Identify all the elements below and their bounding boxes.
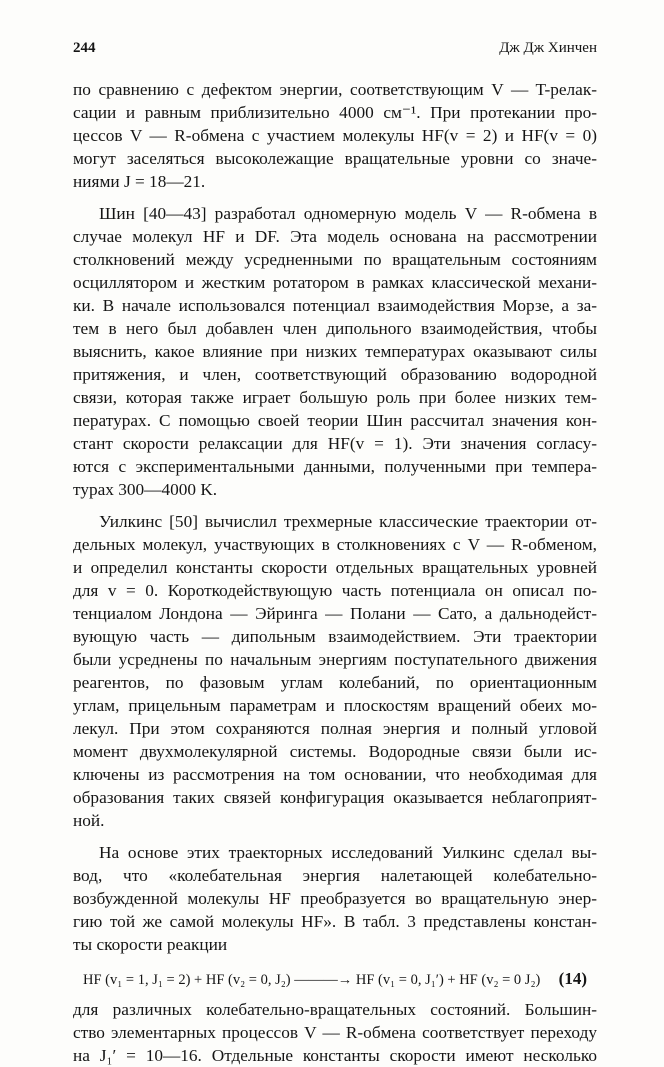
text-line: могут заселяться высоколежащие вращательные уровни со значе- bbox=[73, 149, 597, 168]
text-line: для v = 0. Короткодействующую часть потенциала он описал по- bbox=[73, 581, 597, 600]
text-line: сации и равным приблизительно 4000 см⁻¹. При протекании про- bbox=[73, 103, 597, 122]
text-line: притяжения, и член, соответствующий образованию водородной bbox=[73, 365, 597, 384]
text-line: углам, прицельным параметрам и плоскостям вращений обеих мо- bbox=[73, 696, 597, 715]
text-line: тенциалом Лондона — Эйринга — Полани — Сато, а дальнодейст- bbox=[73, 604, 597, 623]
text-line: турах 300—4000 K. bbox=[73, 480, 218, 499]
paragraph bbox=[73, 78, 597, 193]
text-line: Уилкинс [50] вычислил трехмерные классические траектории от- bbox=[99, 512, 597, 531]
text-line: по сравнению с дефектом энергии, соответствующим V — T-релак- bbox=[73, 80, 597, 99]
text-line: лекул. При этом сохраняются полная энергия и полный угловой bbox=[73, 719, 597, 738]
text-line: На основе этих траекторных исследований Уилкинс сделал вы- bbox=[99, 843, 597, 862]
page-header bbox=[73, 40, 597, 62]
text-line: осциллятором и жестким ротатором в рамках классической механи- bbox=[73, 273, 597, 292]
text-line: момент двухмолекулярной системы. Водородные связи были ис- bbox=[73, 742, 597, 761]
text-line: ключены из рассмотрения на том основании, что необходимая для bbox=[73, 765, 597, 784]
text-line: столкновений между усредненными по вращательным состояниям bbox=[73, 250, 597, 269]
text-line: ной. bbox=[73, 811, 105, 830]
text-line: вующую часть — дипольным взаимодействием. Эти траектории bbox=[73, 627, 597, 646]
text-line: и определил константы скорости отдельных вращательных уровней bbox=[73, 558, 597, 577]
page-number: 244 bbox=[73, 40, 96, 56]
text-line: образования таких связей конфигурация оказывается неблагоприят- bbox=[73, 788, 597, 807]
text-line: гию той же самой молекулы HF». В табл. 3 представлены констан- bbox=[73, 912, 597, 931]
text-line: связи, которая также играет большую роль при более низких тем- bbox=[73, 388, 597, 407]
text-line: реагентов, по фазовым углам колебаний, по ориентационным bbox=[73, 673, 597, 692]
paragraph bbox=[73, 510, 597, 832]
text-line: для различных колебательно-вращательных состояний. Большин- bbox=[73, 1000, 597, 1019]
text-line: дельных молекул, участвующих в столкновениях с V — R-обменом, bbox=[73, 535, 597, 554]
paragraph bbox=[73, 998, 597, 1067]
equation-formula: HF (v₁ = 1, J₁ = 2) + HF (v₂ = 0, J₂) ———→ HF (v₁ = 0, J₁′) + HF (v₂ = 0 J₂) bbox=[83, 972, 541, 988]
text-line: тем в него был добавлен член дипольного взаимодействия, чтобы bbox=[73, 319, 597, 338]
text-line: ки. В начале использовался потенциал взаимодействия Морзе, а за- bbox=[73, 296, 597, 315]
text-line: вод, что «колебательная энергия налетающей колебательно- bbox=[73, 866, 597, 885]
text-line: пературах. С помощью своей теории Шин рассчитал значения кон- bbox=[73, 411, 597, 430]
text-line: были усреднены по начальным энергиям поступательного движения bbox=[73, 650, 597, 669]
equation bbox=[73, 962, 597, 996]
running-title: Дж Дж Хинчен bbox=[499, 40, 597, 56]
page-body bbox=[73, 78, 597, 1067]
text-line: Шин [40—43] разработал одномерную модель V — R-обмена в bbox=[99, 204, 597, 223]
text-line: выяснить, какое влияние при низких температурах оказывают силы bbox=[73, 342, 597, 361]
text-line: цессов V — R-обмена с участием молекулы HF(v = 2) и HF(v = 0) bbox=[73, 126, 597, 145]
text-line: ты скорости реакции bbox=[73, 935, 228, 954]
text-line: ются с экспериментальными данными, полученными при темпера- bbox=[73, 457, 597, 476]
text-line: ство элементарных процессов V — R-обмена соответствует переходу bbox=[73, 1023, 597, 1042]
equation-number: (14) bbox=[558, 969, 587, 988]
text-line: возбужденной молекулы HF преобразуется во вращательную энер- bbox=[73, 889, 597, 908]
text-line: случае молекул HF и DF. Эта модель основана на рассмотрении bbox=[73, 227, 597, 246]
text-line: на J₁′ = 10—16. Отдельные константы скорости имеют несколько bbox=[73, 1046, 597, 1065]
paragraph bbox=[73, 841, 597, 956]
paragraph bbox=[73, 202, 597, 501]
text-line: стант скорости релаксации для HF(v = 1). Эти значения согласу- bbox=[73, 434, 597, 453]
text-line: ниями J = 18—21. bbox=[73, 172, 206, 191]
